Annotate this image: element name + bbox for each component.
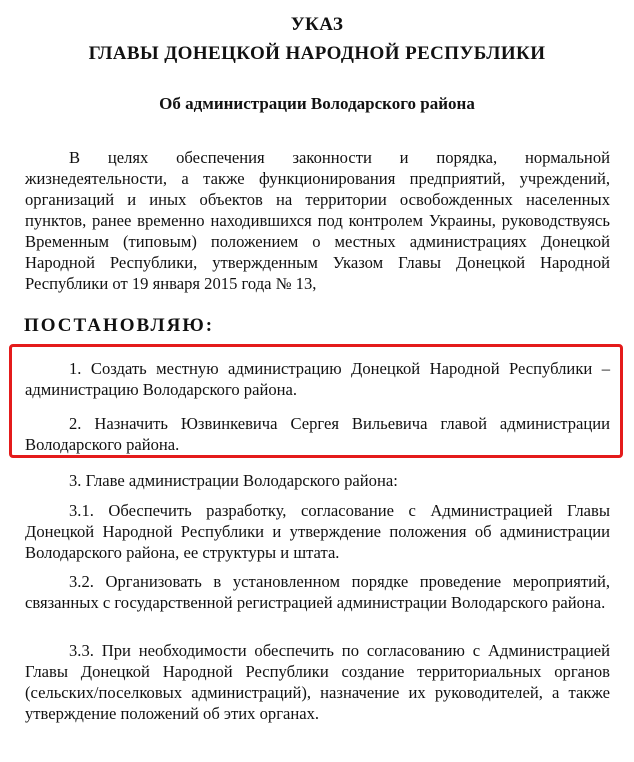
decree-item-3-2: 3.2. Организовать в установленном порядке проведение мероприятий, связанных с государственной регистрацией администрации Володарского района. <box>25 572 610 612</box>
preamble-paragraph: В целях обеспечения законности и порядка, нормальной жизнедеятельности, а также функционирования предприятий, учреждений, организаций и иных объектов на территории освобожденных населенных пунктов, ранее временно находившихся под контролем Украины, руководствуясь Временным (типовым) положением о местных администрациях Донецкой Народной Республики, утвержденным Указом Главы Донецкой Народной Республики от 19 января 2015 года № 13, <box>25 148 610 293</box>
decree-title: УКАЗ <box>290 14 344 35</box>
issuer-title: ГЛАВЫ ДОНЕЦКОЙ НАРОДНОЙ РЕСПУБЛИКИ <box>88 43 546 64</box>
decree-subject: Об администрации Володарского района <box>159 94 475 113</box>
decree-item-3: 3. Главе администрации Володарского района: <box>69 471 398 490</box>
decree-item-3-3: 3.3. При необходимости обеспечить по согласованию с Администрацией Главы Донецкой Народной Республики создание территориальных органов (сельских/поселковых администраций), назначение их руководителей, а также утверждение положений об этих органах. <box>25 641 610 723</box>
decree-item-1: 1. Создать местную администрацию Донецкой Народной Республики – администрацию Володарского района. <box>25 359 610 399</box>
decree-resolution-word: ПОСТАНОВЛЯЮ: <box>24 315 215 336</box>
decree-item-3-1: 3.1. Обеспечить разработку, согласование с Администрацией Главы Донецкой Народной Республики и утверждение положения об администрации Володарского района, ее структуры и штата. <box>25 501 610 562</box>
decree-item-2: 2. Назначить Юзвинкевича Сергея Вильевича главой администрации Володарского района. <box>25 414 610 454</box>
